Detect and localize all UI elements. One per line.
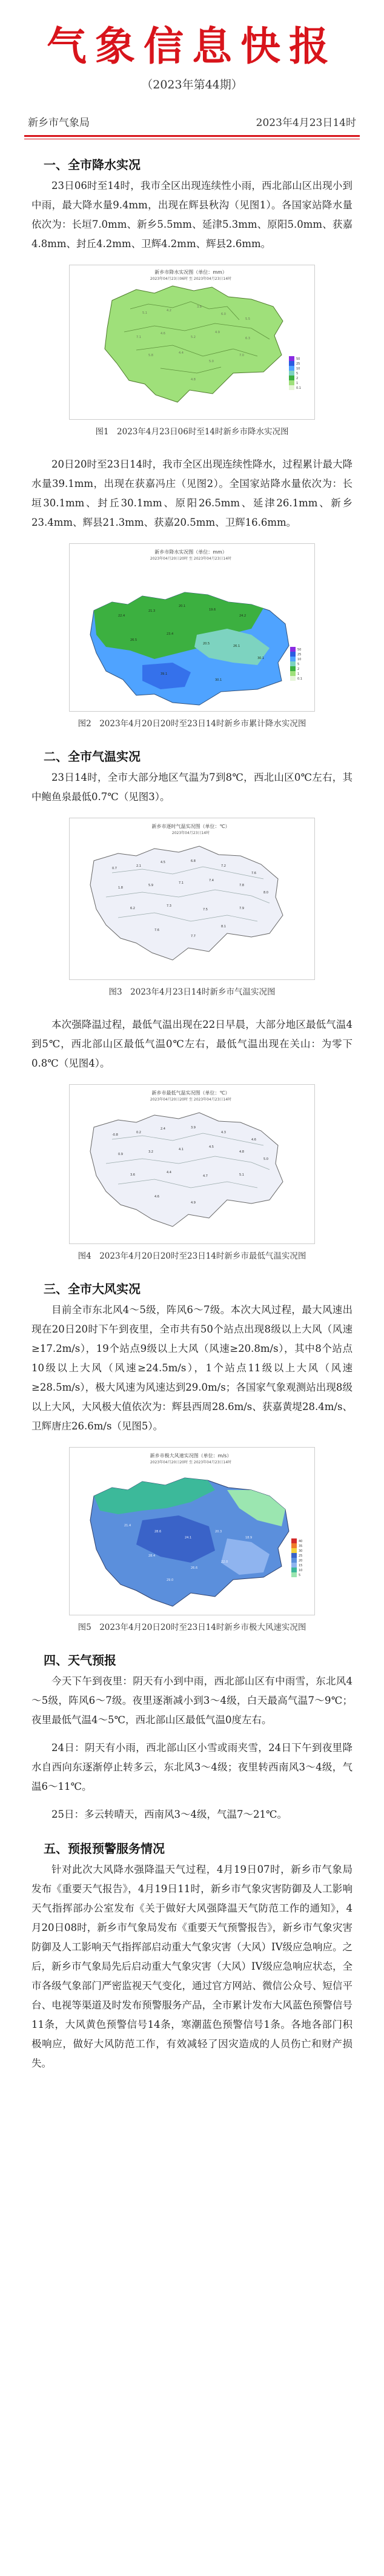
precip-paragraph-2: 20日20时至23日14时，我市全区出现连续性降水，过程累计最大降水量39.1mm，出现在获嘉冯庄（见图2）。全国家站降水量依次为：长垣30.1mm、封丘30.1mm、原阳26.5mm、延津26.1mm、新乡23.4mm、辉县21.3mm、获嘉20.5mm、卫辉16.6mm。 bbox=[31, 458, 353, 528]
svg-text:4.9: 4.9 bbox=[215, 330, 220, 334]
svg-text:7.3: 7.3 bbox=[167, 904, 171, 908]
svg-text:5.0: 5.0 bbox=[263, 1157, 268, 1161]
svg-text:7.4: 7.4 bbox=[209, 878, 214, 882]
svg-text:28.4: 28.4 bbox=[148, 1554, 156, 1558]
svg-text:5.0: 5.0 bbox=[209, 359, 214, 363]
svg-text:20.5: 20.5 bbox=[203, 641, 210, 646]
figure-4 bbox=[0, 1084, 384, 1244]
legend-label: 10 bbox=[297, 657, 302, 661]
svg-text:6.0: 6.0 bbox=[221, 312, 226, 316]
map-wind bbox=[69, 1447, 315, 1615]
svg-text:0.9: 0.9 bbox=[118, 1152, 123, 1156]
byline bbox=[28, 114, 356, 129]
figure-5 bbox=[0, 1447, 384, 1615]
masthead-title: 气象信息快报 bbox=[47, 22, 337, 70]
svg-text:26.6: 26.6 bbox=[191, 1566, 198, 1570]
svg-text:4.8: 4.8 bbox=[191, 377, 196, 382]
svg-text:26.5: 26.5 bbox=[130, 638, 137, 642]
map-subtitle-3: 2023年04月23日14时 bbox=[171, 830, 210, 835]
section-heading-precip: 一、全市降水实况 bbox=[44, 157, 141, 172]
svg-text:4.8: 4.8 bbox=[239, 1150, 244, 1154]
legend-label: 2 bbox=[297, 667, 300, 671]
svg-text:30.1: 30.1 bbox=[257, 656, 265, 660]
section-heading-temp: 二、全市气温实况 bbox=[44, 749, 141, 764]
legend-label: 35 bbox=[299, 1544, 303, 1548]
svg-text:7.7: 7.7 bbox=[191, 934, 196, 938]
svg-text:7.8: 7.8 bbox=[239, 883, 244, 887]
figure-2 bbox=[0, 543, 384, 712]
svg-text:4.9: 4.9 bbox=[191, 1200, 196, 1205]
agency-name: 新乡市气象局 bbox=[28, 116, 90, 129]
legend-label: 40 bbox=[299, 1539, 303, 1543]
svg-text:20.3: 20.3 bbox=[215, 1529, 222, 1534]
section-heading-service: 五、预报预警服务情况 bbox=[44, 1841, 165, 1856]
issue-date: 2023年4月23日14时 bbox=[256, 116, 356, 129]
legend-label: 50 bbox=[296, 357, 300, 361]
legend-label: 30 bbox=[299, 1549, 303, 1553]
svg-text:2.4: 2.4 bbox=[161, 1127, 165, 1131]
map-temp-now bbox=[69, 818, 315, 980]
legend-label: 5 bbox=[299, 1573, 301, 1577]
svg-text:5.1: 5.1 bbox=[239, 1173, 244, 1177]
map-title-5: 新乡市极大风速实况图（单位：m/s） bbox=[150, 1452, 232, 1459]
svg-text:0.2: 0.2 bbox=[136, 1130, 141, 1134]
svg-text:4.1: 4.1 bbox=[179, 1147, 184, 1151]
svg-text:4.6: 4.6 bbox=[161, 331, 165, 336]
temp-paragraph-2: 本次强降温过程，最低气温出现在22日早晨，大部分地区最低气温4到5℃，西北部山区最低气温0℃左右，最低气温出现在关山：为零下0.8℃（见图4）。 bbox=[31, 1018, 353, 1069]
legend-label: 25 bbox=[299, 1554, 303, 1558]
figure-2-caption: 图2 2023年4月20日20时至23日14时新乡市累计降水实况图 bbox=[78, 718, 306, 729]
legend-label: 0.1 bbox=[297, 677, 302, 681]
service-paragraph-1: 针对此次大风降水强降温天气过程，4月19日07时，新乡市气象局发布《重要天气报告》，4月19日11时，新乡市气象灾害防御及人工影响天气指挥部办公室发布《关于做好大风强降温天气防范工作的通知》，4月20日08时，新乡市气象局发布《重要天气预警报告》，新乡市气象灾害防御及人工影响天气指挥部启动重大气象灾害（大风）IV级应急响应。之后，新乡市气象局先后启动重大气象灾害（大风）IV级应急响应状态，全市各级气象部门严密监视天气变化，通过官方网站、微信公众号、短信平台、电视等渠道及时发布预警服务产品，全市累计发布大风蓝色预警信号11条，大风黄色预警信号14条，寒潮蓝色预警信号1条。各地各部门积极响应，做好大风防范工作，有效减轻了因灾造成的人员伤亡和财产损失。 bbox=[31, 1863, 353, 2069]
issue-number: （2023年第44期） bbox=[141, 78, 243, 91]
svg-text:5.8: 5.8 bbox=[148, 353, 153, 357]
svg-text:4.7: 4.7 bbox=[203, 1174, 208, 1178]
temp-paragraph-1: 23日14时，全市大部分地区气温为7到8℃，西北山区0℃左右，其中鲍鱼泉最低0.7℃（见图3）。 bbox=[31, 771, 353, 803]
svg-text:6.8: 6.8 bbox=[191, 859, 196, 863]
svg-text:0.7: 0.7 bbox=[112, 866, 117, 870]
map-title-4: 新乡市最低气温实况图（单位：℃） bbox=[151, 1090, 230, 1096]
legend-label: 5 bbox=[296, 371, 299, 376]
legend-label: 0.1 bbox=[296, 386, 301, 390]
svg-text:5.2: 5.2 bbox=[191, 335, 196, 339]
figure-3-caption: 图3 2023年4月23日14时新乡市气温实况图 bbox=[108, 987, 276, 997]
svg-text:22.4: 22.4 bbox=[118, 614, 125, 618]
section-heading-forecast: 四、天气预报 bbox=[44, 1652, 116, 1667]
map-rain-6h bbox=[69, 265, 315, 420]
map-subtitle-5: 2023年04月20日20时 至 2023年04月23日14时 bbox=[150, 1460, 232, 1465]
legend-label: 10 bbox=[299, 1568, 303, 1572]
svg-text:-0.8: -0.8 bbox=[112, 1133, 118, 1137]
precip-paragraph-1: 23日06时至14时，我市全区出现连续性小雨，西北部山区出现小到中雨，最大降水量9.4mm，出现在辉县秋沟（见图1）。各国家站降水量依次为：长垣7.0mm、新乡5.5mm、延津5.3mm、原阳5.0mm、获嘉4.8mm、封丘4.2mm、卫辉4.2mm、辉县2.6mm。 bbox=[31, 179, 353, 250]
svg-text:3.9: 3.9 bbox=[191, 1125, 196, 1130]
svg-text:7.5: 7.5 bbox=[203, 907, 208, 912]
svg-text:4.5: 4.5 bbox=[209, 1145, 214, 1149]
svg-text:30.1: 30.1 bbox=[215, 678, 222, 682]
map-subtitle-1: 2023年04月23日06时 至 2023年04月23日14时 bbox=[150, 276, 232, 281]
svg-text:28.6: 28.6 bbox=[154, 1529, 162, 1534]
figure-5-caption: 图5 2023年4月20日20时至23日14时新乡市极大风速实况图 bbox=[78, 1622, 306, 1632]
svg-text:5.1: 5.1 bbox=[142, 311, 147, 315]
svg-text:4.4: 4.4 bbox=[179, 351, 184, 355]
svg-text:8.1: 8.1 bbox=[221, 924, 226, 929]
legend-label: 5 bbox=[297, 662, 300, 666]
svg-text:21.3: 21.3 bbox=[148, 609, 156, 613]
legend-label: 15 bbox=[299, 1563, 303, 1568]
svg-text:4.6: 4.6 bbox=[154, 1194, 159, 1199]
legend-label: 25 bbox=[296, 362, 300, 366]
svg-text:4.4: 4.4 bbox=[167, 1170, 171, 1174]
svg-text:6.2: 6.2 bbox=[130, 906, 135, 910]
forecast-paragraph-3: 25日：多云转晴天，西南风3～4级，气温7～21℃。 bbox=[51, 1808, 287, 1820]
legend-label: 50 bbox=[297, 647, 302, 652]
map-title-3: 新乡市逐时气温实况图（单位：℃） bbox=[151, 823, 230, 829]
map-title-1: 新乡市降水实况图（单位：mm） bbox=[154, 269, 227, 275]
legend-label: 10 bbox=[296, 366, 300, 371]
svg-text:1.8: 1.8 bbox=[118, 886, 123, 890]
svg-text:7.2: 7.2 bbox=[221, 864, 226, 868]
masthead bbox=[0, 0, 384, 92]
svg-text:2.1: 2.1 bbox=[136, 864, 141, 868]
svg-text:39.1: 39.1 bbox=[161, 672, 168, 676]
svg-text:24.2: 24.2 bbox=[239, 614, 247, 618]
svg-text:26.1: 26.1 bbox=[233, 644, 240, 648]
map-temp-min bbox=[69, 1084, 315, 1244]
svg-text:7.0: 7.0 bbox=[239, 353, 244, 357]
legend-label: 1 bbox=[296, 381, 299, 385]
forecast-paragraph-1: 今天下午到夜里：阴天有小到中雨，西北部山区有中雨雪，东北风4～5级，阵风6～7级。夜里逐渐减小到3～4级，白天最高气温7～9℃；夜里最低气温4～5℃，西北部山区最低气温0度左右。 bbox=[31, 1675, 353, 1726]
svg-text:22.0: 22.0 bbox=[221, 1560, 228, 1564]
svg-text:7.6: 7.6 bbox=[154, 928, 159, 932]
map-subtitle-4: 2023年04月20日20时 至 2023年04月23日14时 bbox=[150, 1097, 232, 1102]
legend-label: 1 bbox=[297, 672, 300, 676]
map-subtitle-2: 2023年04月20日20时 至 2023年04月23日14时 bbox=[150, 556, 232, 561]
figure-4-caption: 图4 2023年4月20日20时至23日14时新乡市最低气温实况图 bbox=[78, 1251, 306, 1261]
map-rain-total bbox=[69, 543, 315, 712]
svg-text:18.9: 18.9 bbox=[245, 1535, 253, 1540]
svg-text:4.2: 4.2 bbox=[167, 308, 171, 313]
svg-text:3.6: 3.6 bbox=[130, 1173, 135, 1177]
forecast-paragraph-2: 24日：阴天有小雨，西北部山区小雪或雨夹雪，24日下午到夜里降水自西向东逐渐停止转多云，东北风3～4级；夜里转西南风3～4级，气温6～11℃。 bbox=[31, 1741, 353, 1792]
svg-text:8.0: 8.0 bbox=[263, 890, 268, 895]
svg-text:21.4: 21.4 bbox=[124, 1523, 131, 1528]
svg-text:7.9: 7.9 bbox=[239, 906, 244, 910]
legend-label: 20 bbox=[299, 1558, 303, 1563]
svg-text:19.6: 19.6 bbox=[209, 608, 216, 612]
svg-text:29.0: 29.0 bbox=[167, 1578, 174, 1582]
map-title-2: 新乡市降水实况图（单位：mm） bbox=[154, 549, 227, 555]
wind-paragraph-1: 目前全市东北风4～5级，阵风6～7级。本次大风过程，最大风速出现在20日20时下午到夜里，全市共有50个站点出现8级以上大风（风速≥17.2m/s），19个站点9级以上大风（风速≥20.8m/s），其中8个站点10级以上大风（风速≥24.5m/s），1个站点11级以上大风（风速≥28.5m/s），极大风速为风速达到29.0m/s；各国家气象观测站出现8级以上大风，大风极大值依次为：辉县西周28.6m/s、获嘉黄堤28.4m/s、卫辉唐庄26.6m/s（见图5）。 bbox=[31, 1303, 353, 1432]
figure-1-caption: 图1 2023年4月23日06时至14时新乡市降水实况图 bbox=[95, 426, 289, 437]
svg-text:5.9: 5.9 bbox=[148, 883, 153, 887]
svg-text:23.4: 23.4 bbox=[167, 632, 174, 636]
figure-1 bbox=[0, 265, 384, 420]
section-heading-wind: 三、全市大风实况 bbox=[44, 1281, 141, 1296]
svg-text:5.5: 5.5 bbox=[245, 317, 250, 321]
svg-text:7.1: 7.1 bbox=[179, 881, 184, 885]
header-rule bbox=[24, 135, 360, 137]
svg-text:4.3: 4.3 bbox=[221, 1130, 226, 1134]
svg-text:3.2: 3.2 bbox=[148, 1150, 153, 1154]
svg-text:6.3: 6.3 bbox=[245, 336, 250, 340]
svg-text:7.6: 7.6 bbox=[251, 871, 256, 875]
svg-text:20.1: 20.1 bbox=[179, 604, 186, 608]
legend-label: 2 bbox=[296, 376, 299, 380]
svg-text:4.6: 4.6 bbox=[251, 1137, 256, 1142]
svg-text:7.1: 7.1 bbox=[136, 335, 141, 339]
svg-text:24.1: 24.1 bbox=[185, 1535, 192, 1540]
legend-label: 25 bbox=[297, 652, 302, 657]
figure-3 bbox=[0, 818, 384, 980]
svg-text:4.5: 4.5 bbox=[161, 860, 165, 864]
svg-text:3.8: 3.8 bbox=[197, 305, 202, 309]
